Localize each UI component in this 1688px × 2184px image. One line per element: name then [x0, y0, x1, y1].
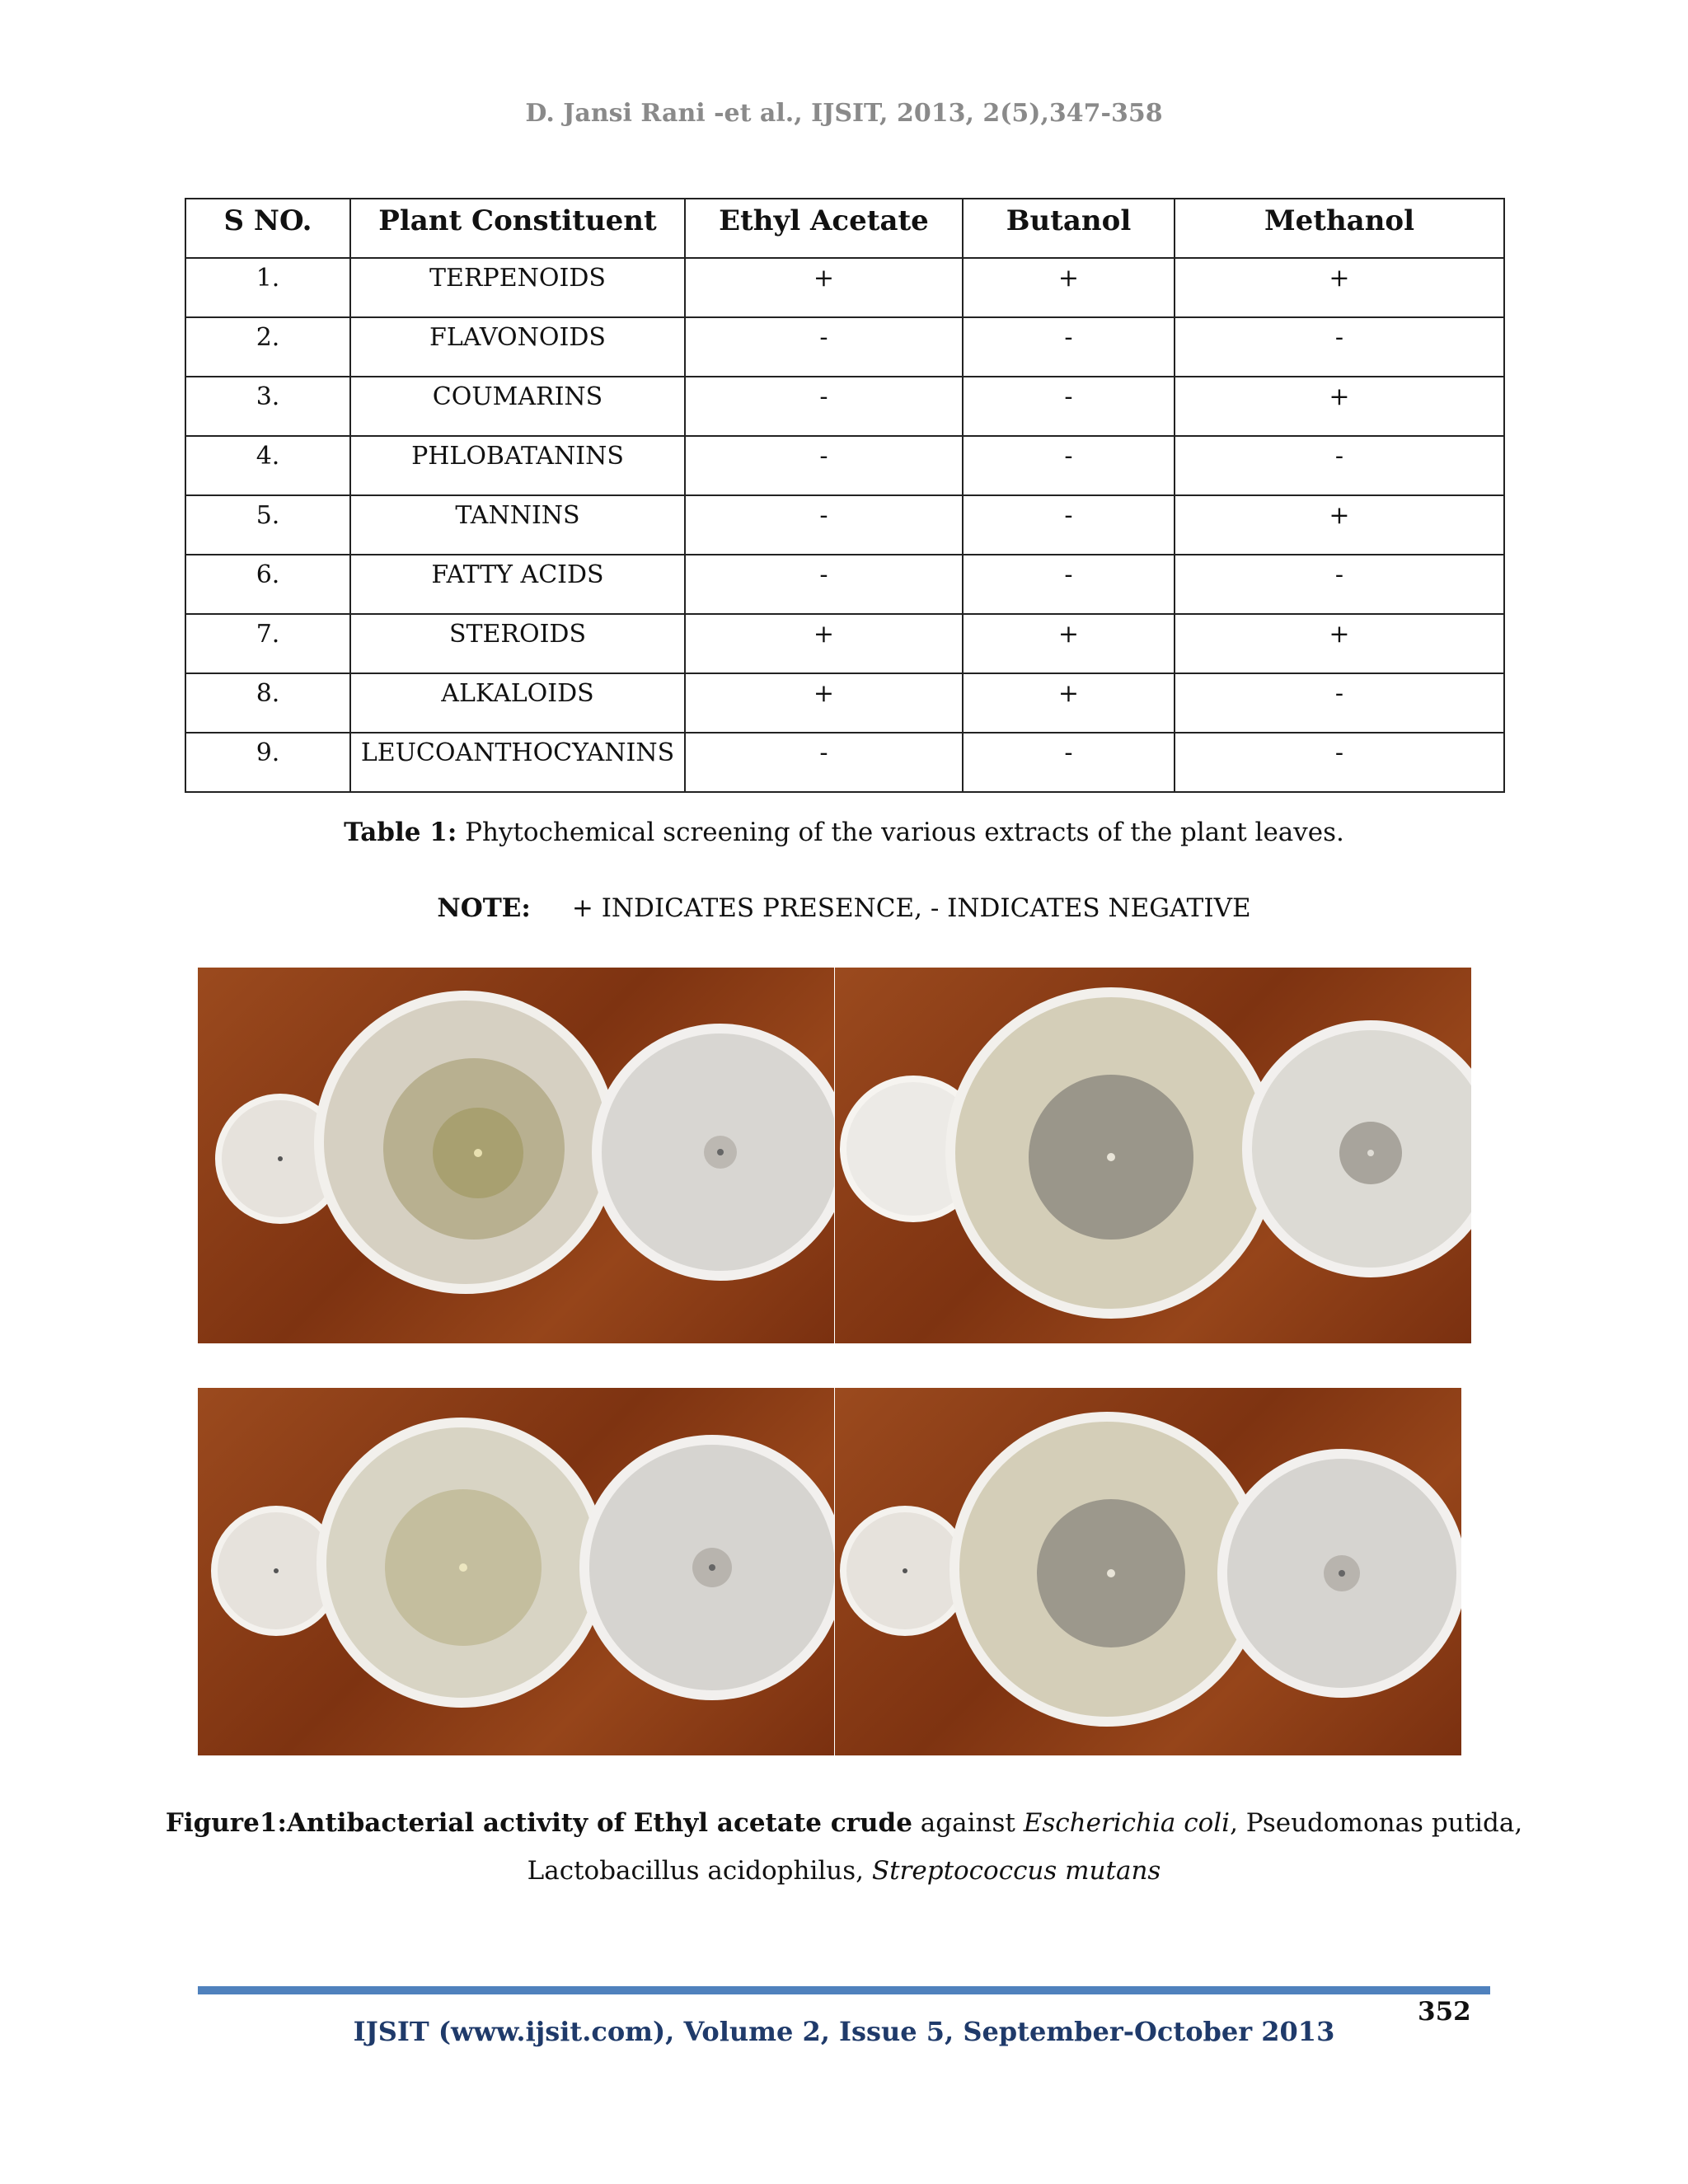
table-cell: 7.	[185, 614, 350, 673]
table-cell: ALKALOIDS	[350, 673, 685, 733]
figure-caption-organism: Streptococcus mutans	[871, 1856, 1161, 1886]
petri-dish-illustration	[198, 1388, 834, 1755]
table-row	[185, 317, 1504, 377]
table-cell: -	[1175, 555, 1504, 614]
table-caption-text: Phytochemical screening of the various extracts of the plant leaves.	[457, 818, 1344, 847]
table-cell: TANNINS	[350, 495, 685, 555]
table-cell: -	[685, 495, 963, 555]
table-cell: +	[963, 258, 1175, 317]
table-cell: +	[963, 673, 1175, 733]
photo-ecoli-plates	[198, 968, 834, 1343]
table-cell: COUMARINS	[350, 377, 685, 436]
petri-dish-illustration	[835, 1388, 1461, 1755]
table-cell: PHLOBATANINS	[350, 436, 685, 495]
table-cell: -	[963, 436, 1175, 495]
figure-caption-line-2	[0, 1847, 1688, 1895]
note-text: + INDICATES PRESENCE, - INDICATES NEGATIVE	[571, 893, 1251, 923]
table-cell: FLAVONOIDS	[350, 317, 685, 377]
table-cell: -	[963, 377, 1175, 436]
table-cell: +	[1175, 258, 1504, 317]
table-header-row	[185, 199, 1504, 258]
table-cell: +	[963, 614, 1175, 673]
table-row	[185, 555, 1504, 614]
table-cell: 2.	[185, 317, 350, 377]
table-cell: LEUCOANTHOCYANINS	[350, 733, 685, 792]
table-cell: 4.	[185, 436, 350, 495]
table-cell: 6.	[185, 555, 350, 614]
journal-footer: IJSIT (www.ijsit.com), Volume 2, Issue 5, September-October 2013	[353, 2016, 1335, 2047]
table-cell: +	[685, 673, 963, 733]
table-cell: STEROIDS	[350, 614, 685, 673]
running-header: D. Jansi Rani -et al., IJSIT, 2013, 2(5),347-358	[525, 99, 1163, 128]
table-cell: -	[963, 555, 1175, 614]
table-cell: -	[685, 377, 963, 436]
column-header: S NO.	[185, 199, 350, 258]
footer-divider	[198, 1986, 1490, 1994]
table-cell: -	[963, 495, 1175, 555]
table-cell: -	[963, 317, 1175, 377]
table-row	[185, 436, 1504, 495]
table-cell: -	[685, 733, 963, 792]
table-row	[185, 733, 1504, 792]
phytochemical-table	[185, 198, 1505, 793]
table-note	[0, 893, 1688, 923]
table-cell: 9.	[185, 733, 350, 792]
table-cell: -	[685, 555, 963, 614]
figure-caption	[0, 1799, 1688, 1895]
petri-dish-illustration	[198, 968, 834, 1343]
table-row	[185, 377, 1504, 436]
photo-streptococcus-plates	[835, 1388, 1461, 1755]
column-header: Butanol	[963, 199, 1175, 258]
petri-dish-illustration	[835, 968, 1471, 1343]
column-header: Methanol	[1175, 199, 1504, 258]
table-caption-label: Table 1:	[344, 818, 457, 847]
table-cell: -	[1175, 436, 1504, 495]
figure-caption-bold: Figure1:Antibacterial activity of Ethyl acetate crude	[165, 1808, 912, 1838]
page-number: 352	[1418, 1997, 1471, 2027]
table-cell: +	[685, 614, 963, 673]
photo-lactobacillus-plates	[198, 1388, 834, 1755]
photo-pseudomonas-plates	[835, 968, 1471, 1343]
table-cell: FATTY ACIDS	[350, 555, 685, 614]
figure-caption-text: Lactobacillus acidophilus,	[527, 1856, 872, 1886]
figure-caption-line-1	[0, 1799, 1688, 1847]
figure-caption-organism: Escherichia coli	[1023, 1808, 1231, 1838]
column-header: Plant Constituent	[350, 199, 685, 258]
table-cell: +	[1175, 495, 1504, 555]
table-cell: -	[1175, 733, 1504, 792]
table-cell: -	[1175, 317, 1504, 377]
column-header: Ethyl Acetate	[685, 199, 963, 258]
table-caption	[0, 818, 1688, 847]
table-cell: 5.	[185, 495, 350, 555]
note-label: NOTE:	[437, 893, 531, 923]
table-cell: 3.	[185, 377, 350, 436]
table-row	[185, 614, 1504, 673]
table-cell: 8.	[185, 673, 350, 733]
table-cell: 1.	[185, 258, 350, 317]
figure-caption-text: , Pseudomonas putida,	[1230, 1808, 1523, 1838]
table-cell: +	[1175, 377, 1504, 436]
figure-caption-text: against	[912, 1808, 1024, 1838]
table-cell: -	[963, 733, 1175, 792]
table-cell: +	[1175, 614, 1504, 673]
table-cell: TERPENOIDS	[350, 258, 685, 317]
table-row	[185, 673, 1504, 733]
table-cell: -	[685, 317, 963, 377]
table-row	[185, 495, 1504, 555]
table-cell: -	[685, 436, 963, 495]
table-row	[185, 258, 1504, 317]
table-cell: +	[685, 258, 963, 317]
table-cell: -	[1175, 673, 1504, 733]
